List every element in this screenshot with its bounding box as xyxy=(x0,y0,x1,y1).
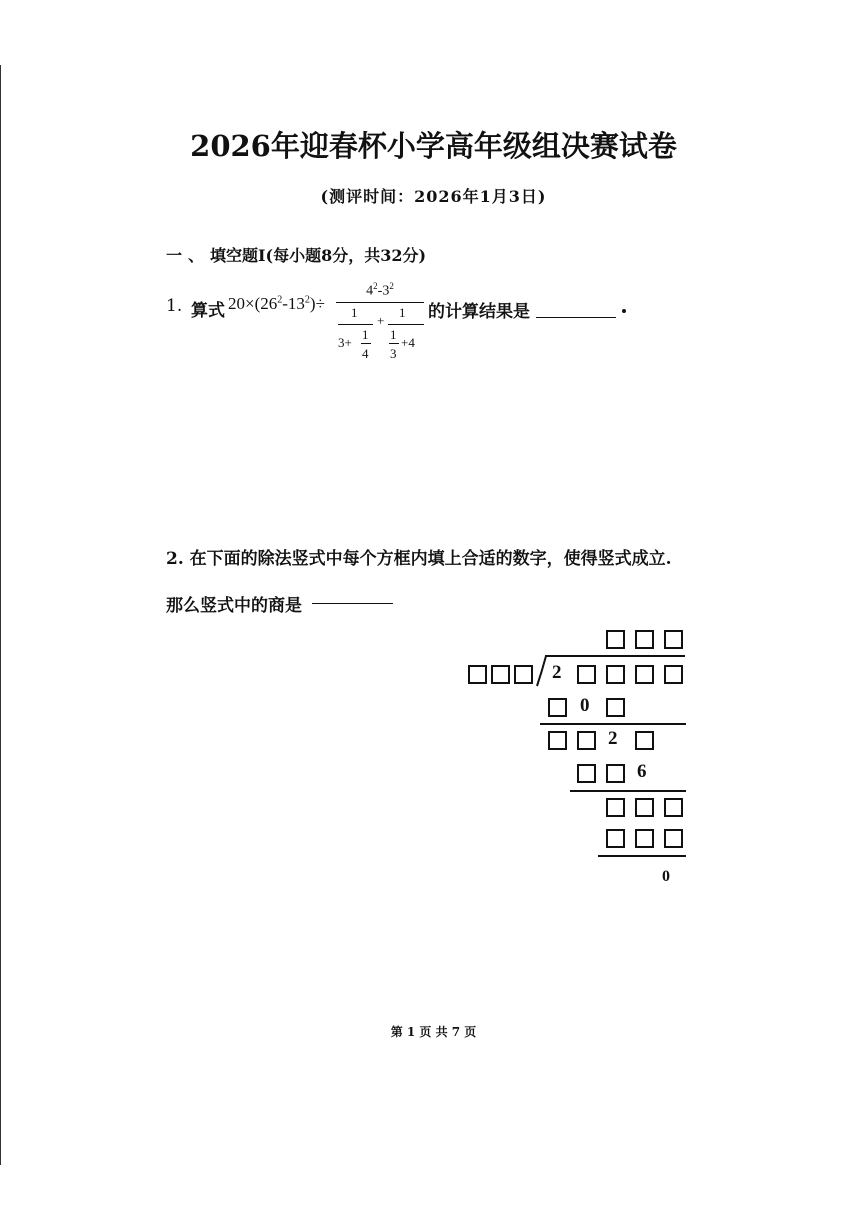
division-bracket xyxy=(535,655,549,687)
exponent: 2 xyxy=(389,281,394,291)
digit-box xyxy=(606,630,625,649)
digit-box xyxy=(577,764,596,783)
exam-title: 2026年迎春杯小学高年级组决赛试卷 xyxy=(190,129,677,163)
digit-box xyxy=(664,829,683,848)
subtraction-line xyxy=(598,855,686,857)
sub-fraction-bar xyxy=(338,324,373,325)
exponent: 2 xyxy=(304,294,310,306)
row1-digit: 0 xyxy=(580,695,590,716)
answer-blank-1 xyxy=(536,317,616,318)
expr-part-c: )÷ xyxy=(309,294,325,313)
exponent: 2 xyxy=(373,281,378,291)
exam-date: (测评时间：2026年1月3日) xyxy=(320,187,547,206)
subtraction-line xyxy=(540,723,686,725)
question-1-prompt: 的计算结果是 xyxy=(428,302,530,322)
digit-box xyxy=(635,829,654,848)
row3-digit: 6 xyxy=(637,761,647,782)
question-1-label: 算式 xyxy=(191,301,225,321)
quarter-bar xyxy=(361,343,371,344)
digit-box xyxy=(606,764,625,783)
dividend-first-digit: 2 xyxy=(552,662,562,683)
row2-digit: 2 xyxy=(608,728,618,749)
denominator-one: 1 xyxy=(399,305,406,320)
sub-fraction-bar xyxy=(388,324,424,325)
digit-box xyxy=(514,665,533,684)
three-plus: 3+ xyxy=(338,335,352,350)
period-dot xyxy=(622,309,626,313)
quarter-denominator: 4 xyxy=(362,346,369,361)
denominator-one: 1 xyxy=(351,305,358,320)
digit-box xyxy=(468,665,487,684)
page-footer: 第 1 页 共 7 页 xyxy=(390,1025,477,1039)
denominator-plus: + xyxy=(377,313,385,328)
section-separator: 、 xyxy=(188,246,205,265)
digit-box xyxy=(577,665,596,684)
division-bar xyxy=(545,655,685,657)
section-title: 填空题I(每小题8分，共32分) xyxy=(210,246,427,265)
digit-box xyxy=(606,798,625,817)
digit-box xyxy=(635,665,654,684)
digit-box xyxy=(606,829,625,848)
third-bar xyxy=(389,343,399,344)
question-2-prompt: 那么竖式中的商是 xyxy=(166,596,302,616)
question-1-number: 1. xyxy=(166,296,183,316)
question-2-text: 2. 在下面的除法竖式中每个方框内填上合适的数字，使得竖式成立. xyxy=(166,549,672,569)
answer-blank-2 xyxy=(312,603,393,604)
quarter-numerator: 1 xyxy=(362,327,369,342)
third-denominator: 3 xyxy=(390,346,397,361)
digit-box xyxy=(606,665,625,684)
num-base: 4 xyxy=(366,283,374,299)
subtraction-line xyxy=(570,790,686,792)
remainder-digit: 0 xyxy=(662,868,670,885)
section-heading xyxy=(166,243,432,266)
expr-part-a: 20×(26 xyxy=(228,294,278,313)
digit-box xyxy=(577,731,596,750)
digit-box xyxy=(548,731,567,750)
digit-box xyxy=(635,630,654,649)
digit-box xyxy=(635,798,654,817)
main-fraction-numerator xyxy=(336,281,424,300)
num-base: -3 xyxy=(377,283,390,299)
exponent: 2 xyxy=(277,294,283,306)
third-numerator: 1 xyxy=(390,327,397,342)
digit-box xyxy=(664,630,683,649)
section-number: 一 xyxy=(166,246,183,265)
expr-part-b: -13 xyxy=(282,294,305,313)
page-edge-line xyxy=(0,65,1,1165)
digit-box xyxy=(635,731,654,750)
question-1-expression xyxy=(228,294,325,314)
digit-box xyxy=(606,698,625,717)
digit-box xyxy=(491,665,510,684)
plus-four: +4 xyxy=(401,335,415,350)
digit-box xyxy=(664,665,683,684)
digit-box xyxy=(664,798,683,817)
digit-box xyxy=(548,698,567,717)
main-fraction-bar xyxy=(336,302,424,303)
